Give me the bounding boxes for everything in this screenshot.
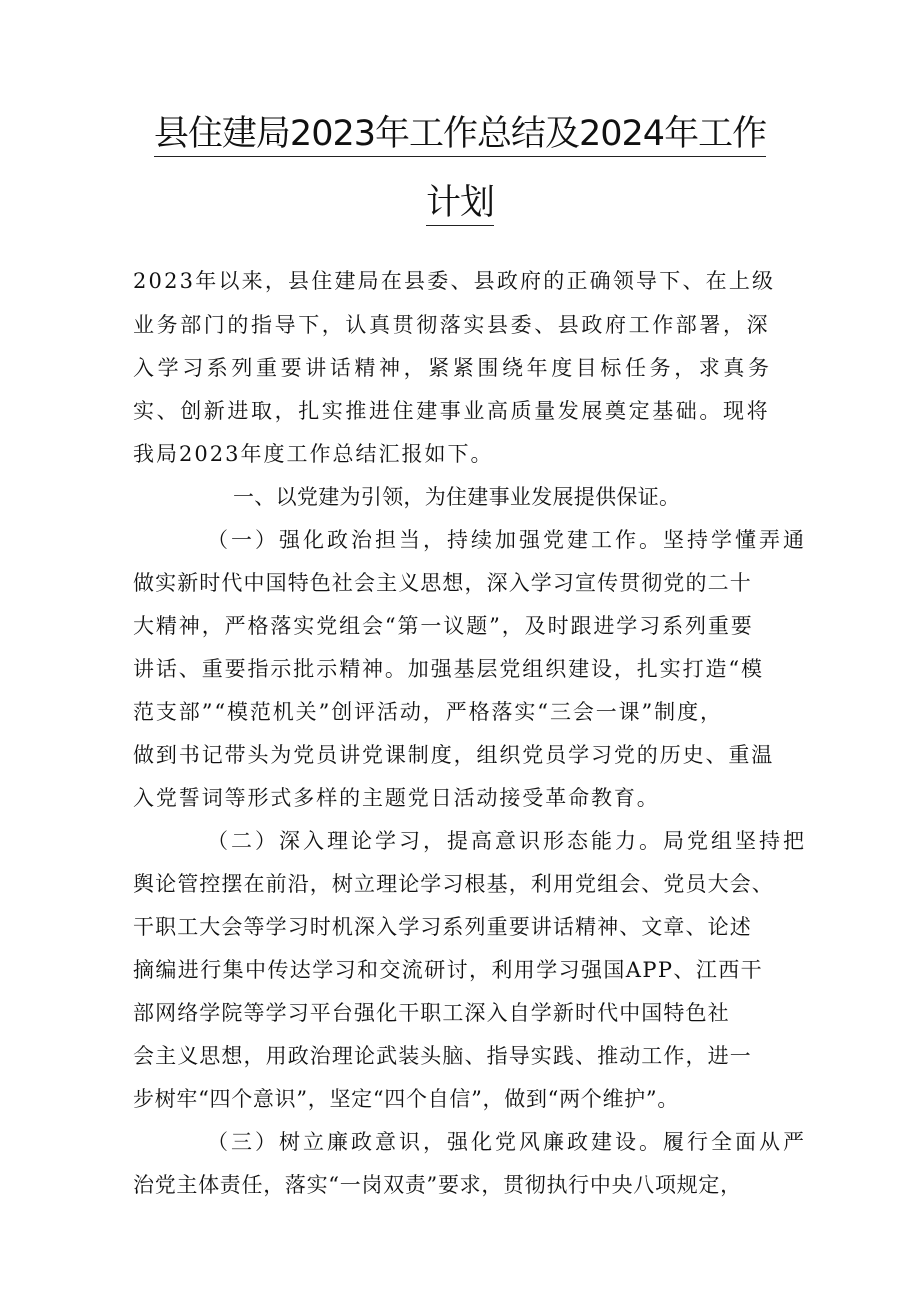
- para-2-line-1: （二）深入理论学习，提高意识形态能力。局党组坚持把: [207, 829, 807, 853]
- para-2-line-4: 摘编进行集中传达学习和交流研讨，利用学习强国APP、江西干: [133, 958, 764, 982]
- para-1-line-6: 做到书记带头为党员讲党课制度，组织党员学习党的历史、重温: [133, 743, 775, 767]
- para-2-line-3: 干职工大会等学习时机深入学习系列重要讲话精神、文章、论述: [133, 915, 752, 939]
- para-1-line-4: 讲话、重要指示批示精神。加强基层党组织建设，扎实打造“模: [133, 657, 764, 681]
- para-2-line-6: 会主义思想，用政治理论武装头脑、指导实践、推动工作，进一: [133, 1044, 752, 1068]
- intro-line-4: 实、创新进取，扎实推进住建事业高质量发展奠定基础。现将: [133, 399, 771, 423]
- para-1-line-3: 大精神，严格落实党组会“第一议题”，及时跟进学习系列重要: [133, 614, 754, 638]
- intro-line-3: 入学习系列重要讲话精神，紧紧围绕年度目标任务，求真务: [133, 356, 773, 380]
- intro-line-1: 2023年以来，县住建局在县委、县政府的正确领导下、在上级: [133, 269, 776, 293]
- para-2-line-5: 部网络学院等学习平台强化干职工深入自学新时代中国特色社: [133, 1001, 730, 1025]
- para-2-line-2: 舆论管控摆在前沿，树立理论学习根基，利用党组会、党员大会、: [133, 872, 774, 896]
- para-3-line-1: （三）树立廉政意识，强化党风廉政建设。履行全面从严: [207, 1130, 807, 1154]
- section-1-heading: 一、以党建为引领，为住建事业发展提供保证。: [233, 485, 681, 509]
- para-1-line-1: （一）强化政治担当，持续加强党建工作。坚持学懂弄通: [207, 528, 807, 552]
- document-title-line-1: 县住建局2023年工作总结及2024年工作: [90, 114, 830, 154]
- para-1-line-7: 入党誓词等形式多样的主题党日活动接受革命教育。: [133, 786, 660, 810]
- intro-line-2: 业务部门的指导下，认真贯彻落实县委、县政府工作部署，深: [133, 313, 771, 337]
- para-1-line-5: 范支部”“模范机关”创评活动，严格落实“三会一课”制度，: [133, 700, 723, 724]
- para-2-line-7: 步树牢“四个意识”，坚定“四个自信”，做到“两个维护”。: [133, 1087, 680, 1111]
- document-title-line-2: 计划: [90, 183, 830, 223]
- intro-line-5: 我局2023年度工作总结汇报如下。: [133, 442, 494, 466]
- para-3-line-2: 治党主体责任，落实“一岗双责”要求，贯彻执行中央八项规定，: [133, 1173, 742, 1197]
- para-1-line-2: 做实新时代中国特色社会主义思想，深入学习宣传贯彻党的二十: [133, 571, 752, 595]
